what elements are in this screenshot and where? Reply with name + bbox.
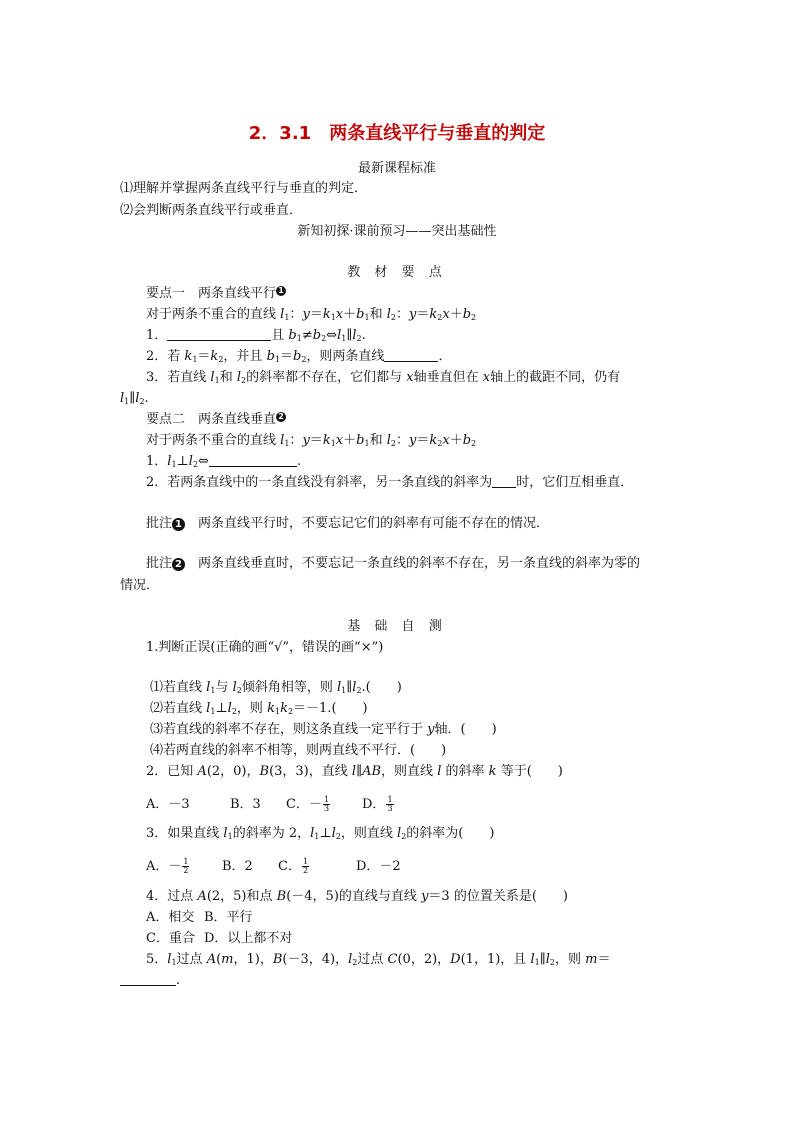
q3-option-a[interactable]: A．－ $\frac{1}{2}$ [146, 857, 189, 875]
q4-stem: 4．过点 A(2，5)和点 B(－4，5)的直线与直线 y＝3 的位置关系是( ) [146, 889, 568, 904]
q2-options [146, 796, 395, 813]
point1-title: 要点一 两条直线平行 1 [146, 286, 286, 302]
answer-blank[interactable] [120, 973, 176, 986]
q1-statement-2: ⑵若直线 $l_1\perp l_2$，则 $k_1k_2=-1$.( ) [150, 701, 368, 716]
note-marker-2-icon: 2 [276, 412, 286, 422]
q2-option-c[interactable]: C．－ $\frac{1}{3}$ [286, 795, 330, 813]
q2-option-b[interactable]: B．3 [230, 797, 261, 812]
q3-options [146, 858, 401, 875]
point2-item1: 1．$l_1\perp l_2\Leftrightarrow$ . [146, 454, 302, 469]
materials-heading: 教 材 要 点 [347, 265, 447, 280]
q3-option-b[interactable]: B．2 [222, 859, 253, 874]
answer-blank[interactable] [209, 454, 297, 467]
q4-options-row2 [146, 931, 292, 947]
q1-statement-4: ⑷若两直线的斜率不相等，则两直线不平行．( ) [150, 743, 447, 758]
point1-item3: 3．若直线 $l_1$和 $l_2$的斜率都不存在，它们都与 x轴垂直但在 x轴上的截距不同，仍有 [146, 370, 621, 385]
note-2-icon: 2 [172, 558, 185, 571]
section-banner: 新知初探·课前预习——突出基础性 [297, 224, 497, 239]
q5-answer-line: . [120, 973, 180, 989]
answer-blank[interactable] [492, 475, 516, 488]
q4-option-b[interactable]: B．平行 [204, 910, 253, 925]
q1-statement-3: ⑶若直线的斜率不存在，则这条直线一定平行于 y轴．( ) [150, 722, 497, 737]
q4-option-a[interactable]: A．相交 [146, 910, 195, 925]
point2-title: 要点二 两条直线垂直 2 [146, 412, 286, 428]
q5-stem: 5．$l_1$过点 A(m，1)，B(－3，4)，$l_2$过点 C(0，2)，D(1，1)，且 $l_1\parallel l_2$，则 m＝ [146, 952, 611, 967]
note-2-cont: 情况． [120, 578, 160, 593]
point1-item2: 2．若 $k_1=k_2$，并且 $b_1=b_2$，则两条直线 ． [146, 349, 452, 364]
q2-stem: 2．已知 A(2，0)，B(3，3)，直线 l∥AB，则直线 l 的斜率 k 等于( ) [146, 764, 563, 779]
note-marker-1-icon: 1 [276, 286, 286, 296]
page-title: 2．3.1 两条直线平行与垂直的判定 [248, 123, 546, 144]
q3-option-c[interactable]: C． $\frac{1}{2}$ [278, 857, 309, 875]
q2-option-d[interactable]: D． $\frac{1}{3}$ [362, 795, 393, 813]
standard-item-1: ⑴理解并掌握两条直线平行与垂直的判定． [120, 181, 368, 196]
q3-option-d[interactable]: D．－2 [356, 859, 401, 874]
point1-given: 对于两条不重合的直线 $l_1$：$y=k_1x+b_1$和 $l_2$：$y=k_2x+b_2$ [146, 307, 477, 322]
point1-item3-cont: $l_1\parallel l_2$. [120, 391, 149, 406]
note-2: 批注 2 两条直线垂直时，不要忘记一条直线的斜率不存在，另一条直线的斜率为零的 [146, 556, 641, 571]
standards-heading: 最新课程标准 [357, 161, 436, 176]
q4-option-d[interactable]: D．以上都不对 [204, 931, 293, 946]
q4-option-c[interactable]: C．重合 [146, 931, 195, 946]
q1-statement-1: ⑴若直线 $l_1$与 $l_2$倾斜角相等，则 $l_1\parallel l_2$.( ) [150, 680, 402, 695]
point2-item2: 2．若两条直线中的一条直线没有斜率，另一条直线的斜率为 时，它们互相垂直． [146, 475, 634, 490]
selftest-heading: 基 础 自 测 [347, 619, 447, 634]
point1-item1: 1． 且 $b_1\ne b_2\Leftrightarrow l_1\parallel l_2$. [146, 328, 366, 343]
answer-blank[interactable] [167, 328, 271, 341]
q3-stem: 3．如果直线 $l_1$的斜率为 2，$l_1\perp l_2$，则直线 $l_2$的斜率为( ) [146, 826, 495, 841]
answer-blank[interactable] [384, 349, 438, 362]
note-1-icon: 1 [172, 518, 185, 531]
standard-item-2: ⑵会判断两条直线平行或垂直． [120, 203, 303, 218]
q1-stem: 1.判断正误(正确的画“√”，错误的画“×”) [146, 640, 384, 655]
q4-options-row1 [146, 910, 253, 926]
note-1: 批注 1 两条直线平行时，不要忘记它们的斜率有可能不存在的情况． [146, 516, 550, 531]
point2-given: 对于两条不重合的直线 $l_1$：$y=k_1x+b_1$和 $l_2$：$y=k_2x+b_2$ [146, 433, 477, 448]
q2-option-a[interactable]: A．－3 [146, 797, 190, 812]
